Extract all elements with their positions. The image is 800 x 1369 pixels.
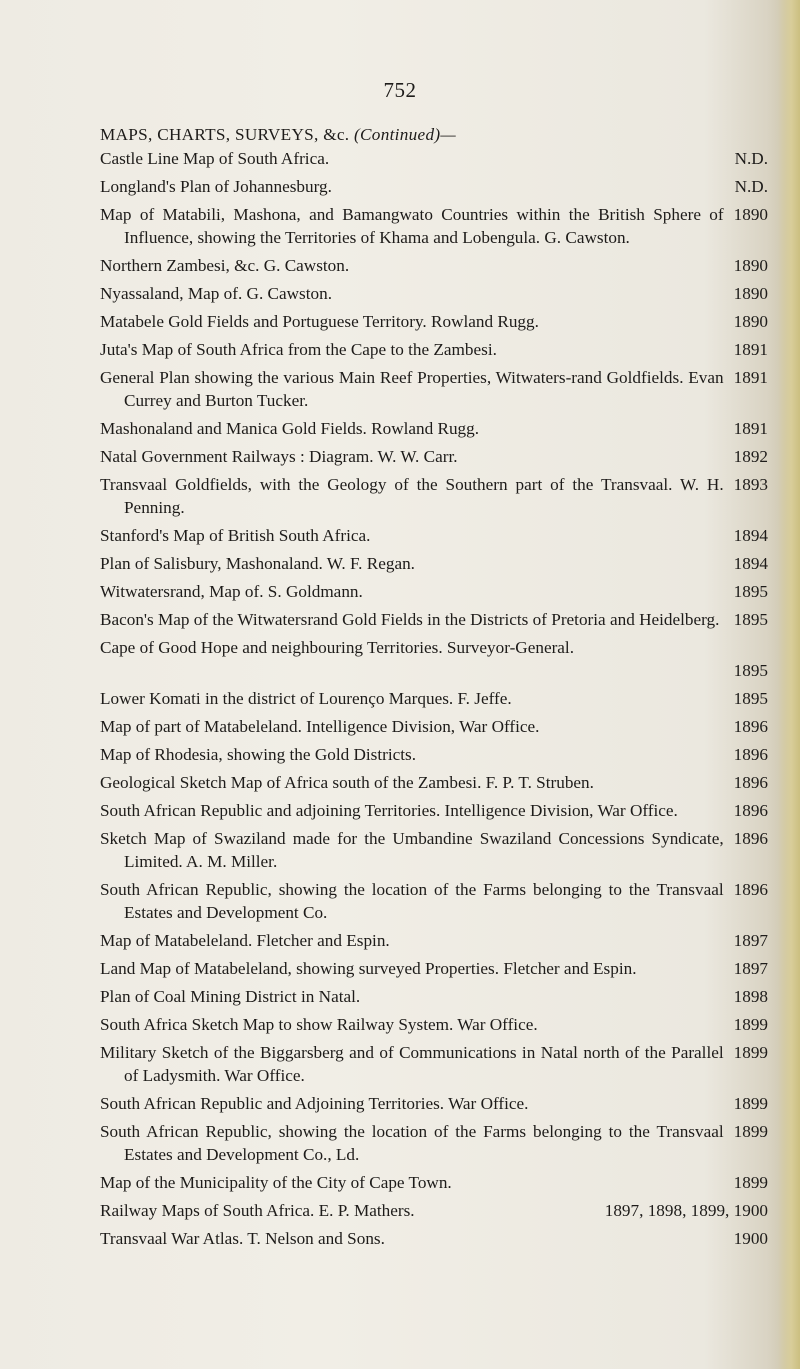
page-edge-shadow <box>778 0 800 1369</box>
entry-title: Land Map of Matabeleland, showing surveyed Properties. Fletcher and Espin. <box>100 959 637 978</box>
list-item <box>100 254 768 277</box>
entry-title: Transvaal Goldfields, with the Geology of the Southern part of the Transvaal. W. H. Penning. <box>100 475 724 517</box>
list-item <box>100 580 768 603</box>
list-item <box>100 1041 768 1087</box>
entry-year: 1899 <box>733 1043 768 1062</box>
entry-title: South African Republic, showing the location of the Farms belonging to the Transvaal Estates and Development Co. <box>100 880 724 922</box>
entry-year: 1890 <box>733 284 768 303</box>
entry-year: 1899 <box>733 1122 768 1141</box>
entry-title: Natal Government Railways : Diagram. W. W. Carr. <box>100 447 458 466</box>
entry-title: Geological Sketch Map of Africa south of the Zambesi. F. P. T. Struben. <box>100 773 594 792</box>
entry-title: Cape of Good Hope and neighbouring Territories. Surveyor-General. <box>100 638 574 657</box>
entry-title: South African Republic and Adjoining Territories. War Office. <box>100 1094 529 1113</box>
entry-title: Transvaal War Atlas. T. Nelson and Sons. <box>100 1229 385 1248</box>
entry-year: 1894 <box>733 554 768 573</box>
list-item <box>100 1171 768 1194</box>
entry-year: 1895 <box>733 661 768 680</box>
entry-title: Longland's Plan of Johannesburg. <box>100 177 332 196</box>
entry-year: 1899 <box>733 1173 768 1192</box>
list-item <box>100 985 768 1008</box>
entry-title: Witwatersrand, Map of. S. Goldmann. <box>100 582 363 601</box>
entry-title: General Plan showing the various Main Reef Properties, Witwaters-rand Goldfields. Evan Currey and Burton Tucker. <box>100 368 724 410</box>
entry-title: Map of Matabeleland. Fletcher and Espin. <box>100 931 390 950</box>
list-item <box>100 1227 768 1250</box>
list-item <box>100 203 768 249</box>
list-item <box>100 338 768 361</box>
entry-title: South Africa Sketch Map to show Railway System. War Office. <box>100 1015 538 1034</box>
entry-title: Map of Matabili, Mashona, and Bamangwato Countries within the British Sphere of Influence, showing the Territories of Khama and Lobengula. G. Cawston. <box>100 205 724 247</box>
list-item <box>100 827 768 873</box>
entry-title: South African Republic and adjoining Territories. Intelligence Division, War Office. <box>100 801 678 820</box>
entry-year: 1895 <box>733 610 768 629</box>
entry-year: 1890 <box>733 256 768 275</box>
entry-title: Plan of Coal Mining District in Natal. <box>100 987 361 1006</box>
entry-year: 1896 <box>733 717 768 736</box>
list-item <box>100 878 768 924</box>
list-item <box>100 366 768 412</box>
entry-title: Map of Rhodesia, showing the Gold Districts. <box>100 745 417 764</box>
entry-title: South African Republic, showing the location of the Farms belonging to the Transvaal Estates and Development Co., Ld. <box>100 1122 724 1164</box>
list-item <box>100 473 768 519</box>
entry-title: Matabele Gold Fields and Portuguese Territory. Rowland Rugg. <box>100 312 539 331</box>
entry-year: 1895 <box>733 689 768 708</box>
list-item <box>100 608 768 631</box>
entry-title: Military Sketch of the Biggarsberg and of Communications in Natal north of the Parallel of Ladysmith. War Office. <box>100 1043 724 1085</box>
entry-title: Nyassaland, Map of. G. Cawston. <box>100 284 332 303</box>
entry-title: Northern Zambesi, &c. G. Cawston. <box>100 256 350 275</box>
entry-year: 1896 <box>733 773 768 792</box>
section-heading-main: MAPS, CHARTS, SURVEYS, &c. <box>100 125 350 144</box>
list-item <box>100 1092 768 1115</box>
entry-title: Lower Komati in the district of Lourenço Marques. F. Jeffe. <box>100 689 512 708</box>
entry-year: 1896 <box>733 880 768 899</box>
entry-title: Castle Line Map of South Africa. <box>100 149 330 168</box>
list-item <box>100 957 768 980</box>
entry-title: Map of part of Matabeleland. Intelligence Division, War Office. <box>100 717 540 736</box>
entry-year: 1896 <box>733 829 768 848</box>
entry-year: N.D. <box>734 149 768 168</box>
entry-title: Sketch Map of Swaziland made for the Umbandine Swaziland Concessions Syndicate, Limited. A. M. Miller. <box>100 829 724 871</box>
entry-year: 1890 <box>733 205 768 224</box>
list-item <box>100 799 768 822</box>
entry-title: Bacon's Map of the Witwatersrand Gold Fields in the Districts of Pretoria and Heidelberg. <box>100 610 720 629</box>
entry-year: 1892 <box>733 447 768 466</box>
entry-year: 1897, 1898, 1899, 1900 <box>604 1201 768 1220</box>
catalogue-list <box>100 123 768 1255</box>
list-item <box>100 147 768 170</box>
entry-year: 1899 <box>733 1015 768 1034</box>
list-item <box>100 282 768 305</box>
list-item <box>100 445 768 468</box>
entry-year: 1898 <box>733 987 768 1006</box>
entry-year: 1896 <box>733 801 768 820</box>
list-item <box>100 687 768 710</box>
entry-year: 1890 <box>733 312 768 331</box>
entry-title: Map of the Municipality of the City of Cape Town. <box>100 1173 452 1192</box>
list-item <box>100 1199 768 1222</box>
section-heading <box>100 123 768 146</box>
entry-year: 1897 <box>733 931 768 950</box>
list-item <box>100 1120 768 1166</box>
entry-year: 1893 <box>733 475 768 494</box>
list-item <box>100 417 768 440</box>
entry-year: 1894 <box>733 526 768 545</box>
list-item <box>100 715 768 738</box>
entry-year: 1891 <box>733 340 768 359</box>
entries-list <box>100 147 768 1250</box>
list-item <box>100 929 768 952</box>
entry-title: Juta's Map of South Africa from the Cape to the Zambesi. <box>100 340 497 359</box>
list-item <box>100 743 768 766</box>
list-item <box>100 310 768 333</box>
section-heading-continued: (Continued)— <box>354 125 456 144</box>
list-item <box>100 1013 768 1036</box>
entry-title: Plan of Salisbury, Mashonaland. W. F. Regan. <box>100 554 415 573</box>
entry-title: Railway Maps of South Africa. E. P. Mathers. <box>100 1201 415 1220</box>
entry-title: Mashonaland and Manica Gold Fields. Rowland Rugg. <box>100 419 480 438</box>
entry-year: 1896 <box>733 745 768 764</box>
entry-year: N.D. <box>734 177 768 196</box>
list-item <box>100 636 768 682</box>
entry-title: Stanford's Map of British South Africa. <box>100 526 371 545</box>
entry-year: 1897 <box>733 959 768 978</box>
list-item <box>100 771 768 794</box>
entry-year: 1900 <box>733 1229 768 1248</box>
list-item <box>100 175 768 198</box>
entry-year: 1891 <box>733 419 768 438</box>
entry-year: 1891 <box>733 368 768 387</box>
list-item <box>100 524 768 547</box>
list-item <box>100 552 768 575</box>
page-number: 752 <box>383 78 417 102</box>
entry-year: 1895 <box>733 582 768 601</box>
entry-year: 1899 <box>733 1094 768 1113</box>
